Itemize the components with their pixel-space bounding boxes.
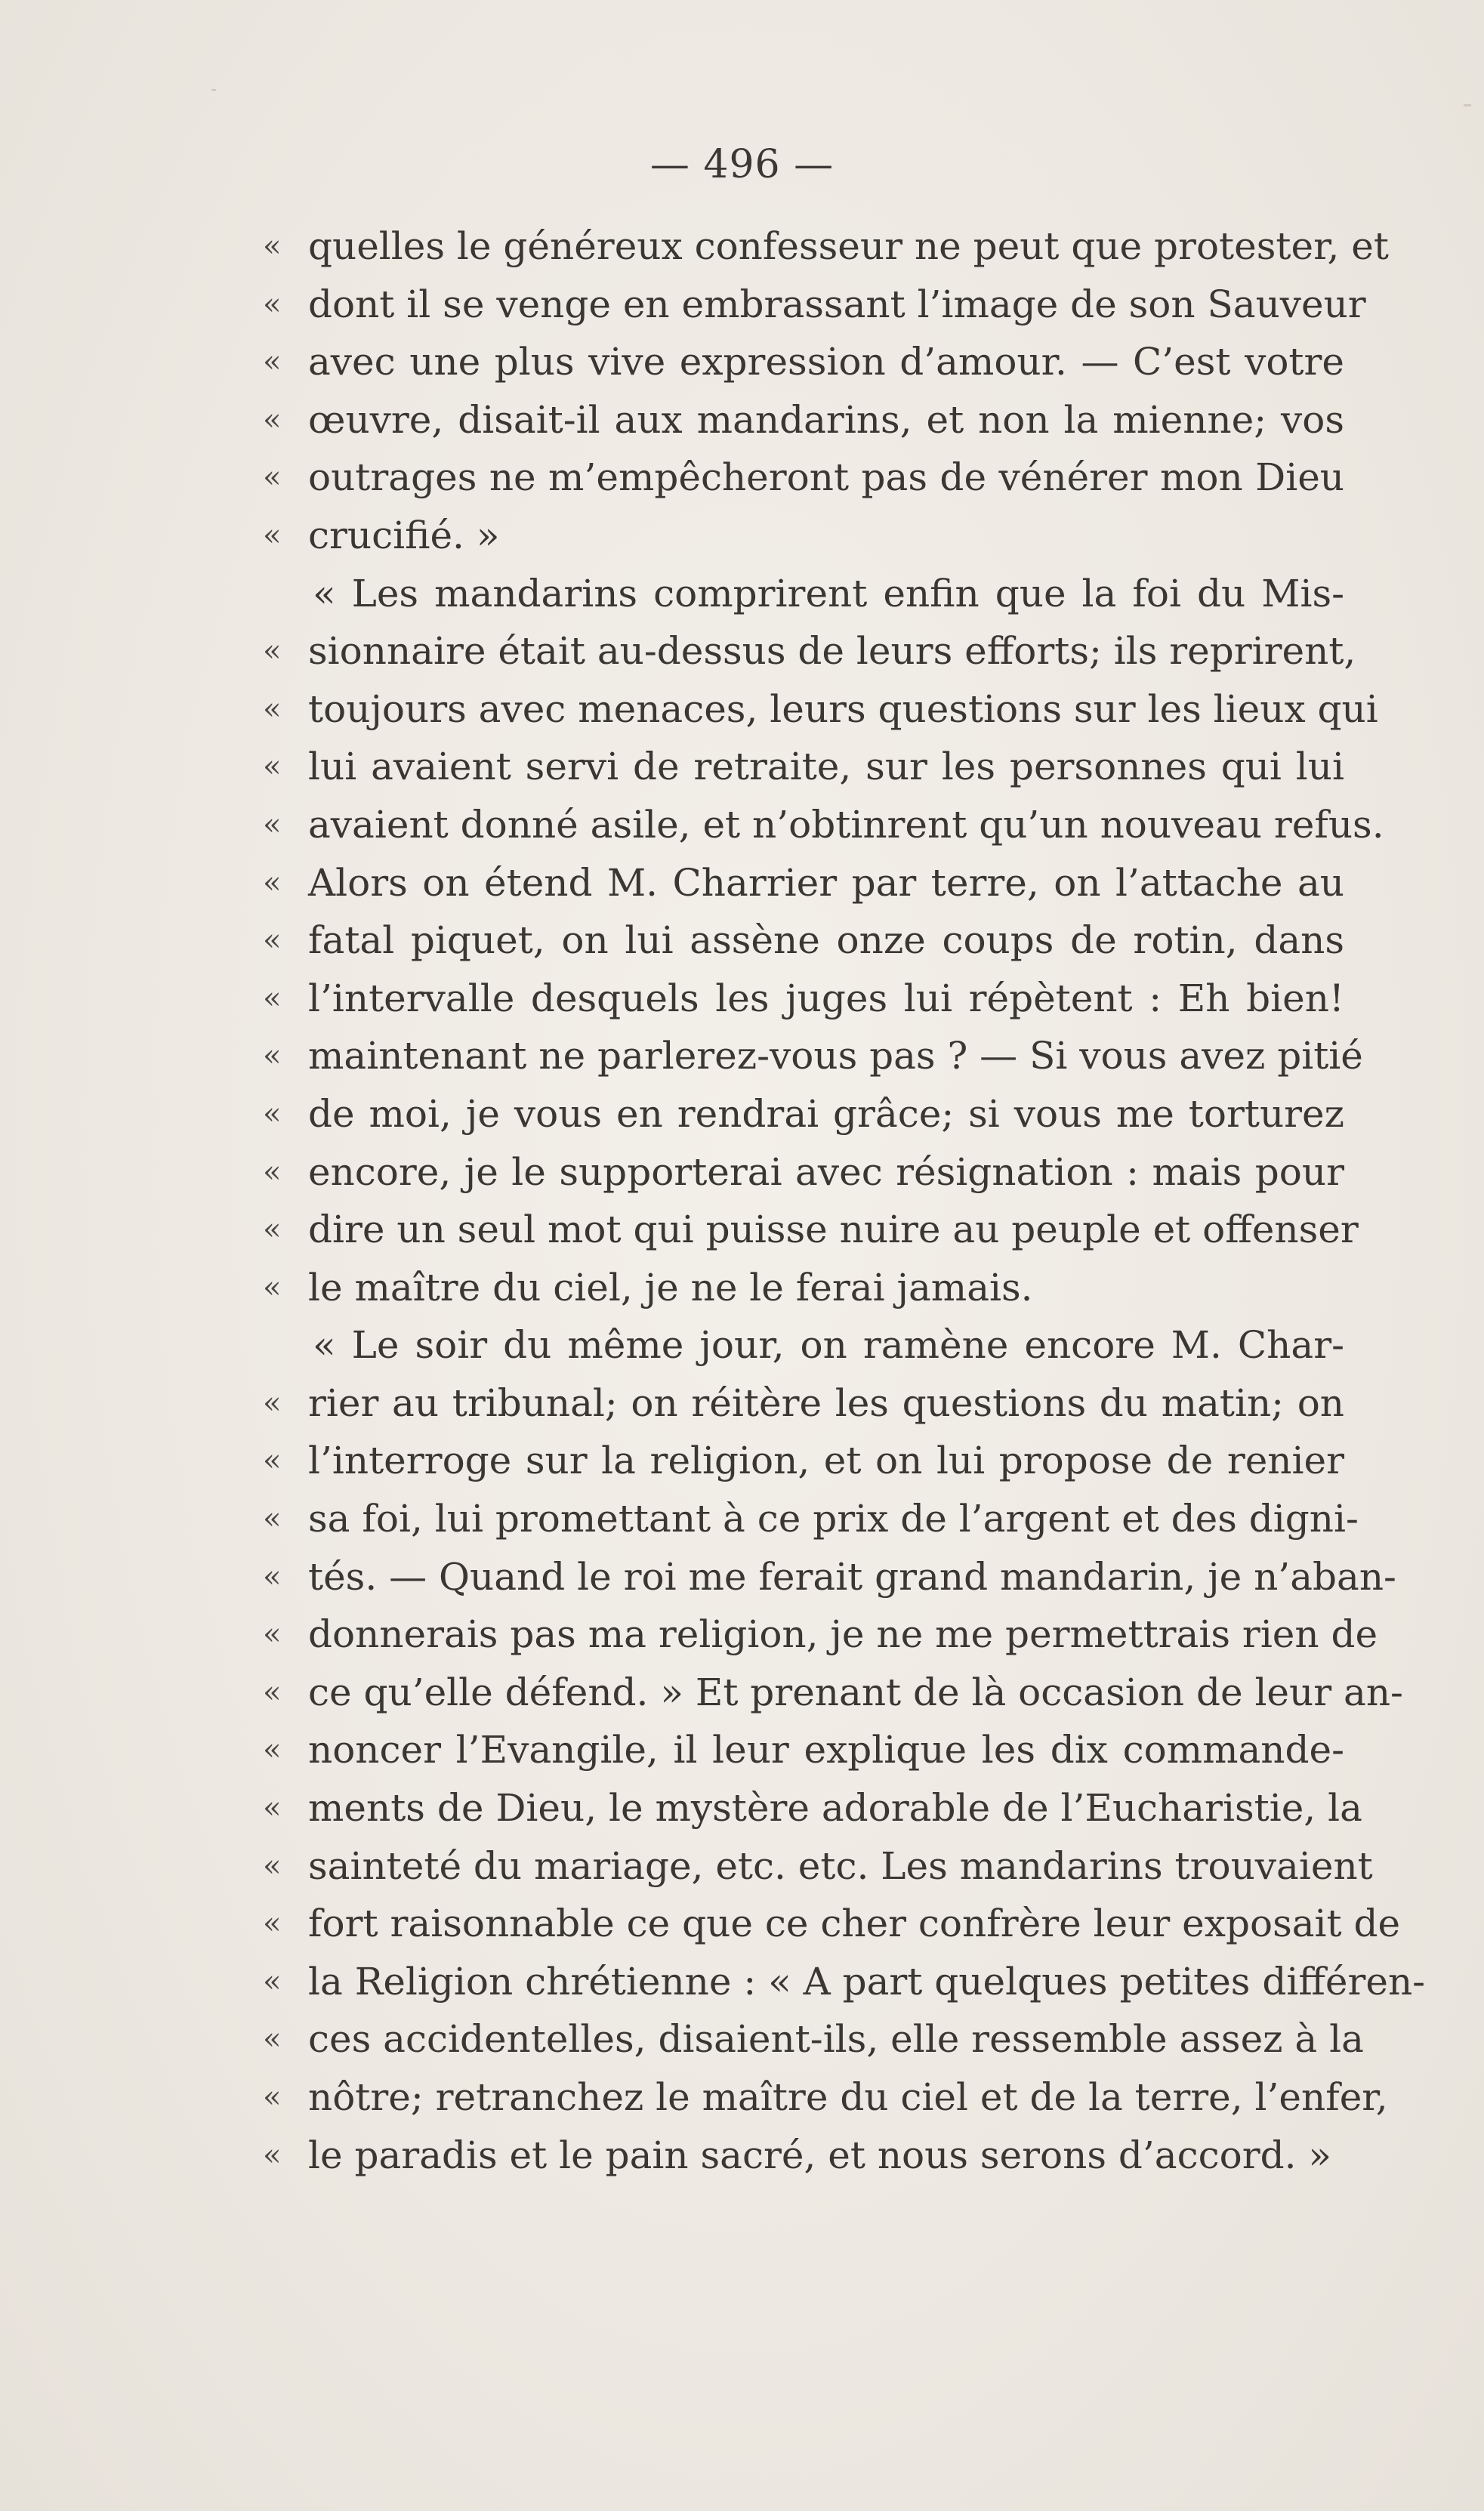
quote-mark: « bbox=[263, 923, 282, 958]
text-line bbox=[263, 1201, 1359, 1259]
line-text: donnerais pas ma religion, je ne me permettrais rien de bbox=[308, 1612, 1378, 1657]
quote-mark: « bbox=[263, 344, 282, 380]
line-text: de moi, je vous en rendrai grâce; si vous me torturez bbox=[308, 1091, 1344, 1136]
line-text: encore, je le supporterai avec résignation : mais pour bbox=[308, 1149, 1344, 1194]
line-text: l’intervalle desquels les juges lui répètent : Eh bien! bbox=[308, 976, 1344, 1020]
text-line bbox=[263, 507, 1344, 565]
text-line bbox=[263, 333, 1344, 391]
quote-mark: « bbox=[263, 1154, 282, 1189]
paper-speck bbox=[1464, 104, 1471, 106]
body-text bbox=[263, 217, 1426, 2184]
quote-mark: « bbox=[263, 1791, 282, 1826]
line-text: ments de Dieu, le mystère adorable de l’Eucharistie, la bbox=[308, 1786, 1362, 1831]
page-number: — 496 — bbox=[649, 142, 835, 187]
quote-mark: « bbox=[263, 1848, 282, 1883]
quote-mark: « bbox=[263, 980, 282, 1016]
text-line bbox=[263, 1259, 1344, 1317]
quote-mark: « bbox=[263, 229, 282, 264]
quote-mark: « bbox=[263, 1212, 282, 1248]
line-text: dont il se venge en embrassant l’image de son Sauveur bbox=[308, 282, 1366, 326]
line-text: sionnaire était au-dessus de leurs efforts; ils reprirent, bbox=[308, 629, 1356, 674]
line-text: nôtre; retranchez le maître du ciel et de la terre, l’enfer, bbox=[308, 2075, 1388, 2119]
quote-mark: « bbox=[263, 749, 282, 785]
line-text: « Les mandarins comprirent enfin que la foi du Mis- bbox=[313, 571, 1344, 615]
text-line bbox=[263, 1027, 1363, 1085]
quote-mark: « bbox=[263, 1269, 282, 1305]
line-text: toujours avec menaces, leurs questions sur les lieux qui bbox=[308, 686, 1378, 731]
text-line bbox=[263, 2127, 1344, 2185]
quote-mark: « bbox=[263, 1906, 282, 1942]
text-line bbox=[263, 449, 1344, 507]
line-text: ce qu’elle défend. » Et prenant de là occasion de leur an- bbox=[308, 1670, 1403, 1714]
text-line bbox=[263, 1837, 1373, 1896]
text-line bbox=[263, 1374, 1344, 1433]
text-line bbox=[263, 1143, 1344, 1202]
line-text: « Le soir du même jour, on ramène encore M. Char- bbox=[313, 1323, 1344, 1368]
quote-mark: « bbox=[263, 634, 282, 669]
quote-mark: « bbox=[263, 1501, 282, 1537]
quote-mark: « bbox=[263, 1617, 282, 1652]
line-text: l’interroge sur la religion, et on lui propose de renier bbox=[308, 1439, 1344, 1483]
quote-mark: « bbox=[263, 1443, 282, 1479]
line-text: avaient donné asile, et n’obtinrent qu’un nouveau refus. bbox=[308, 802, 1384, 847]
text-line bbox=[263, 680, 1378, 739]
text-line bbox=[263, 1664, 1403, 1722]
quote-mark: « bbox=[263, 807, 282, 842]
quote-mark: « bbox=[263, 1559, 282, 1594]
quote-mark: « bbox=[263, 1096, 282, 1131]
text-line bbox=[263, 912, 1344, 970]
line-text: sa foi, lui promettant à ce prix de l’argent et des digni- bbox=[308, 1497, 1359, 1541]
text-line bbox=[263, 738, 1344, 796]
line-text: la Religion chrétienne : « A part quelques petites différen- bbox=[308, 1959, 1426, 2004]
text-line bbox=[263, 1548, 1396, 1606]
text-line bbox=[263, 2068, 1388, 2127]
quote-mark: « bbox=[263, 1732, 282, 1768]
quote-mark: « bbox=[263, 691, 282, 726]
quote-mark: « bbox=[263, 460, 282, 495]
line-text: noncer l’Evangile, il leur explique les dix commande- bbox=[308, 1728, 1344, 1772]
quote-mark: « bbox=[263, 517, 282, 553]
line-text: avec une plus vive expression d’amour. — C’est votre bbox=[308, 340, 1344, 384]
text-line bbox=[263, 1606, 1378, 1664]
line-text: ces accidentelles, disaient-ils, elle ressemble assez à la bbox=[308, 2017, 1364, 2062]
text-line bbox=[263, 391, 1344, 449]
text-line bbox=[263, 854, 1344, 912]
text-line bbox=[263, 217, 1389, 276]
line-text: Alors on étend M. Charrier par terre, on l’attache au bbox=[308, 860, 1344, 905]
text-line bbox=[263, 1432, 1344, 1490]
line-text: le paradis et le pain sacré, et nous serons d’accord. » bbox=[308, 2133, 1332, 2177]
quote-mark: « bbox=[263, 402, 282, 437]
quote-mark: « bbox=[263, 286, 282, 322]
text-line bbox=[263, 2010, 1364, 2068]
text-line bbox=[263, 796, 1384, 854]
line-text: dire un seul mot qui puisse nuire au peuple et offenser bbox=[308, 1208, 1359, 1252]
line-text: œuvre, disait-il aux mandarins, et non la mienne; vos bbox=[308, 397, 1344, 442]
text-line bbox=[263, 1779, 1362, 1837]
quote-mark: « bbox=[263, 865, 282, 900]
line-text: sainteté du mariage, etc. etc. Les mandarins trouvaient bbox=[308, 1843, 1373, 1888]
line-text: maintenant ne parlerez-vous pas ? — Si vous avez pitié bbox=[308, 1034, 1363, 1078]
text-line bbox=[263, 1721, 1344, 1779]
quote-mark: « bbox=[263, 1385, 282, 1421]
text-line bbox=[263, 622, 1356, 680]
text-line bbox=[263, 1953, 1426, 2011]
text-line bbox=[263, 276, 1366, 334]
paper-speck bbox=[211, 89, 216, 91]
quote-mark: « bbox=[263, 1963, 282, 1999]
line-text: outrages ne m’empêcheront pas de vénérer mon Dieu bbox=[308, 455, 1344, 500]
line-text: lui avaient servi de retraite, sur les personnes qui lui bbox=[308, 745, 1344, 789]
quote-mark: « bbox=[263, 2137, 282, 2173]
quote-mark: « bbox=[263, 2022, 282, 2057]
quote-mark: « bbox=[263, 2080, 282, 2115]
text-line bbox=[263, 970, 1344, 1028]
text-line bbox=[263, 1316, 1344, 1374]
text-line bbox=[263, 565, 1344, 623]
line-text: le maître du ciel, je ne le ferai jamais. bbox=[308, 1265, 1033, 1309]
quote-mark: « bbox=[263, 1038, 282, 1074]
text-line bbox=[263, 1490, 1359, 1548]
text-line bbox=[263, 1085, 1344, 1143]
line-text: quelles le généreux confesseur ne peut que protester, et bbox=[308, 224, 1389, 268]
line-text: tés. — Quand le roi me ferait grand mandarin, je n’aban- bbox=[308, 1554, 1396, 1599]
line-text: crucifié. » bbox=[308, 513, 500, 557]
line-text: fatal piquet, on lui assène onze coups de rotin, dans bbox=[308, 918, 1344, 963]
text-line bbox=[263, 1895, 1401, 1953]
line-text: rier au tribunal; on réitère les questions du matin; on bbox=[308, 1380, 1344, 1425]
line-text: fort raisonnable ce que ce cher confrère leur exposait de bbox=[308, 1902, 1401, 1946]
quote-mark: « bbox=[263, 1674, 282, 1710]
